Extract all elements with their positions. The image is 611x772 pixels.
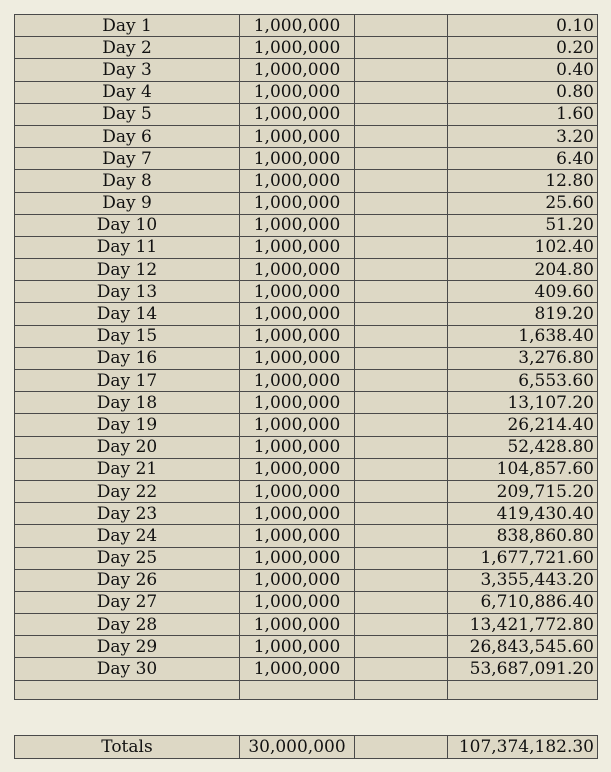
- totals-units[interactable]: 30,000,000: [240, 736, 355, 759]
- empty-cell[interactable]: [355, 37, 448, 59]
- value-cell[interactable]: 0.80: [448, 81, 598, 103]
- units-cell[interactable]: 1,000,000: [240, 392, 355, 414]
- day-label-cell[interactable]: Day 12: [15, 259, 240, 281]
- empty-cell[interactable]: [355, 303, 448, 325]
- totals-value[interactable]: 107,374,182.30: [448, 736, 598, 759]
- value-cell[interactable]: 0.10: [448, 15, 598, 37]
- units-cell[interactable]: 1,000,000: [240, 636, 355, 658]
- day-label-cell[interactable]: Day 3: [15, 59, 240, 81]
- units-cell[interactable]: 1,000,000: [240, 148, 355, 170]
- value-cell[interactable]: 209,715.20: [448, 480, 598, 502]
- value-cell[interactable]: 102.40: [448, 236, 598, 258]
- day-label-cell[interactable]: Day 25: [15, 547, 240, 569]
- units-cell[interactable]: 1,000,000: [240, 658, 355, 680]
- empty-cell[interactable]: [355, 325, 448, 347]
- day-label-cell[interactable]: Day 23: [15, 503, 240, 525]
- table-row: [15, 81, 598, 103]
- day-label-cell[interactable]: Day 26: [15, 569, 240, 591]
- empty-cell[interactable]: [355, 103, 448, 125]
- table-row: [15, 658, 598, 680]
- units-cell[interactable]: 1,000,000: [240, 125, 355, 147]
- day-label-cell[interactable]: Day 19: [15, 414, 240, 436]
- empty-cell[interactable]: [355, 81, 448, 103]
- table-row: [15, 636, 598, 658]
- day-label-cell[interactable]: Day 7: [15, 148, 240, 170]
- value-cell[interactable]: 3.20: [448, 125, 598, 147]
- day-label-cell[interactable]: Day 17: [15, 370, 240, 392]
- day-label-cell[interactable]: Day 27: [15, 591, 240, 613]
- empty-cell[interactable]: [355, 259, 448, 281]
- day-label-cell[interactable]: Day 22: [15, 480, 240, 502]
- blank-row: [15, 680, 598, 699]
- empty-cell[interactable]: [355, 480, 448, 502]
- value-cell[interactable]: 13,107.20: [448, 392, 598, 414]
- table-row: [15, 15, 598, 37]
- empty-cell[interactable]: [355, 414, 448, 436]
- units-cell[interactable]: 1,000,000: [240, 103, 355, 125]
- table-row: [15, 591, 598, 613]
- empty-cell[interactable]: [355, 636, 448, 658]
- units-cell[interactable]: 1,000,000: [240, 458, 355, 480]
- empty-cell[interactable]: [355, 525, 448, 547]
- table-row: [15, 392, 598, 414]
- empty-cell[interactable]: [355, 591, 448, 613]
- table-row: [15, 103, 598, 125]
- table-row: [15, 525, 598, 547]
- empty-cell[interactable]: [355, 503, 448, 525]
- day-label-cell[interactable]: Day 20: [15, 436, 240, 458]
- units-cell[interactable]: 1,000,000: [240, 614, 355, 636]
- table-row: [15, 192, 598, 214]
- day-label-cell[interactable]: Day 2: [15, 37, 240, 59]
- units-cell[interactable]: 1,000,000: [240, 15, 355, 37]
- empty-cell[interactable]: [355, 547, 448, 569]
- table-row: [15, 370, 598, 392]
- units-cell[interactable]: 1,000,000: [240, 436, 355, 458]
- spreadsheet: [14, 14, 596, 757]
- empty-cell[interactable]: [355, 236, 448, 258]
- table-row: [15, 503, 598, 525]
- units-cell[interactable]: 1,000,000: [240, 170, 355, 192]
- day-label-cell[interactable]: Day 9: [15, 192, 240, 214]
- value-cell[interactable]: 6,553.60: [448, 370, 598, 392]
- units-cell[interactable]: 1,000,000: [240, 347, 355, 369]
- table-row: [15, 259, 598, 281]
- value-cell[interactable]: 419,430.40: [448, 503, 598, 525]
- units-cell[interactable]: 1,000,000: [240, 525, 355, 547]
- day-label-cell[interactable]: Day 8: [15, 170, 240, 192]
- value-cell[interactable]: 819.20: [448, 303, 598, 325]
- table-row: [15, 125, 598, 147]
- value-cell[interactable]: 26,214.40: [448, 414, 598, 436]
- units-cell[interactable]: 1,000,000: [240, 303, 355, 325]
- value-cell[interactable]: 1,638.40: [448, 325, 598, 347]
- empty-cell[interactable]: [355, 281, 448, 303]
- day-label-cell[interactable]: Day 10: [15, 214, 240, 236]
- units-cell[interactable]: 1,000,000: [240, 547, 355, 569]
- units-cell[interactable]: 1,000,000: [240, 37, 355, 59]
- totals-table: [14, 735, 598, 759]
- daily-table: [14, 14, 598, 700]
- units-cell[interactable]: 1,000,000: [240, 370, 355, 392]
- value-cell[interactable]: 52,428.80: [448, 436, 598, 458]
- units-cell[interactable]: 1,000,000: [240, 59, 355, 81]
- empty-cell[interactable]: [355, 458, 448, 480]
- day-label-cell[interactable]: Day 30: [15, 658, 240, 680]
- table-row: [15, 614, 598, 636]
- value-cell[interactable]: 51.20: [448, 214, 598, 236]
- day-label-cell[interactable]: Day 29: [15, 636, 240, 658]
- value-cell[interactable]: 409.60: [448, 281, 598, 303]
- day-label-cell[interactable]: Day 13: [15, 281, 240, 303]
- totals-row: [15, 736, 598, 759]
- value-cell[interactable]: 3,355,443.20: [448, 569, 598, 591]
- day-label-cell[interactable]: Day 11: [15, 236, 240, 258]
- empty-cell[interactable]: [355, 680, 448, 699]
- units-cell[interactable]: 1,000,000: [240, 591, 355, 613]
- table-row: [15, 59, 598, 81]
- table-row: [15, 37, 598, 59]
- value-cell[interactable]: 12.80: [448, 170, 598, 192]
- empty-cell[interactable]: [15, 680, 240, 699]
- empty-cell[interactable]: [355, 59, 448, 81]
- empty-cell[interactable]: [355, 736, 448, 759]
- units-cell[interactable]: 1,000,000: [240, 214, 355, 236]
- table-row: [15, 480, 598, 502]
- table-row: [15, 436, 598, 458]
- day-label-cell[interactable]: Day 21: [15, 458, 240, 480]
- table-row: [15, 236, 598, 258]
- table-row: [15, 458, 598, 480]
- day-label-cell[interactable]: Day 16: [15, 347, 240, 369]
- units-cell[interactable]: 1,000,000: [240, 81, 355, 103]
- table-row: [15, 148, 598, 170]
- value-cell[interactable]: 3,276.80: [448, 347, 598, 369]
- empty-cell[interactable]: [355, 15, 448, 37]
- units-cell[interactable]: 1,000,000: [240, 569, 355, 591]
- empty-cell[interactable]: [355, 370, 448, 392]
- table-row: [15, 569, 598, 591]
- value-cell[interactable]: 25.60: [448, 192, 598, 214]
- units-cell[interactable]: 1,000,000: [240, 503, 355, 525]
- day-label-cell[interactable]: Day 28: [15, 614, 240, 636]
- day-label-cell[interactable]: Day 14: [15, 303, 240, 325]
- empty-cell[interactable]: [355, 436, 448, 458]
- value-cell[interactable]: 6,710,886.40: [448, 591, 598, 613]
- value-cell[interactable]: 104,857.60: [448, 458, 598, 480]
- table-row: [15, 414, 598, 436]
- empty-cell[interactable]: [355, 148, 448, 170]
- totals-label[interactable]: Totals: [15, 736, 240, 759]
- empty-cell[interactable]: [355, 569, 448, 591]
- value-cell[interactable]: 0.40: [448, 59, 598, 81]
- empty-cell[interactable]: [355, 347, 448, 369]
- table-row: [15, 303, 598, 325]
- units-cell[interactable]: 1,000,000: [240, 192, 355, 214]
- day-label-cell[interactable]: Day 4: [15, 81, 240, 103]
- day-label-cell[interactable]: Day 1: [15, 15, 240, 37]
- value-cell[interactable]: 6.40: [448, 148, 598, 170]
- empty-cell[interactable]: [355, 192, 448, 214]
- empty-cell[interactable]: [355, 392, 448, 414]
- table-row: [15, 347, 598, 369]
- table-row: [15, 214, 598, 236]
- day-label-cell[interactable]: Day 6: [15, 125, 240, 147]
- day-label-cell[interactable]: Day 24: [15, 525, 240, 547]
- value-cell[interactable]: 13,421,772.80: [448, 614, 598, 636]
- units-cell[interactable]: 1,000,000: [240, 259, 355, 281]
- units-cell[interactable]: 1,000,000: [240, 236, 355, 258]
- value-cell[interactable]: 26,843,545.60: [448, 636, 598, 658]
- value-cell[interactable]: 204.80: [448, 259, 598, 281]
- value-cell[interactable]: 0.20: [448, 37, 598, 59]
- units-cell[interactable]: 1,000,000: [240, 281, 355, 303]
- day-label-cell[interactable]: Day 18: [15, 392, 240, 414]
- units-cell[interactable]: 1,000,000: [240, 480, 355, 502]
- table-row: [15, 547, 598, 569]
- value-cell[interactable]: 1,677,721.60: [448, 547, 598, 569]
- day-rows: [15, 15, 598, 700]
- table-row: [15, 325, 598, 347]
- empty-cell[interactable]: [355, 214, 448, 236]
- units-cell[interactable]: 1,000,000: [240, 325, 355, 347]
- table-row: [15, 170, 598, 192]
- day-label-cell[interactable]: Day 15: [15, 325, 240, 347]
- units-cell[interactable]: 1,000,000: [240, 414, 355, 436]
- empty-cell[interactable]: [240, 680, 355, 699]
- value-cell[interactable]: 1.60: [448, 103, 598, 125]
- table-row: [15, 281, 598, 303]
- day-label-cell[interactable]: Day 5: [15, 103, 240, 125]
- empty-cell[interactable]: [448, 680, 598, 699]
- value-cell[interactable]: 53,687,091.20: [448, 658, 598, 680]
- value-cell[interactable]: 838,860.80: [448, 525, 598, 547]
- empty-cell[interactable]: [355, 658, 448, 680]
- empty-cell[interactable]: [355, 125, 448, 147]
- empty-cell[interactable]: [355, 170, 448, 192]
- empty-cell[interactable]: [355, 614, 448, 636]
